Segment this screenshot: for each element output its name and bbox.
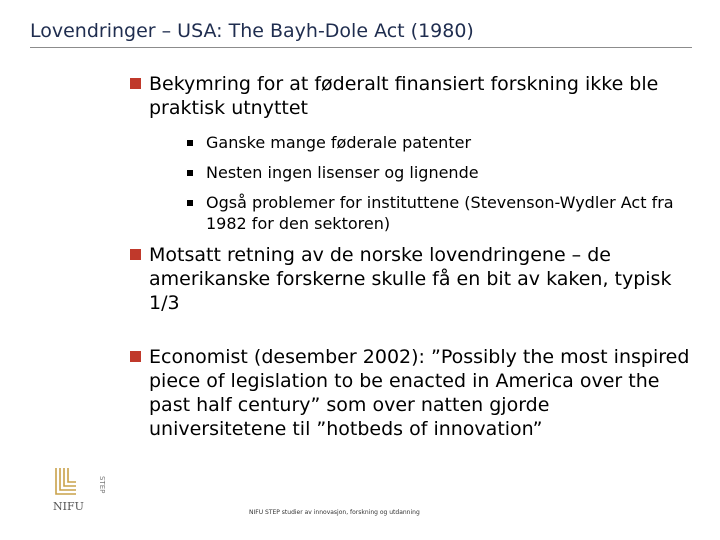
sub-bullet-item [149, 162, 690, 183]
bullet-square-icon [130, 249, 141, 260]
bullet-list [130, 72, 690, 441]
bullet-text: Economist (desember 2002): ”Possibly the most inspired piece of legislation to be enacted in America over the past half century” som over natten gjorde universitetene til ”hotbeds of innovation” [149, 346, 690, 440]
bullet-item [130, 345, 690, 441]
sub-bullet-item [149, 132, 690, 153]
sub-bullet-square-icon [187, 140, 193, 146]
bullet-text: Bekymring for at føderalt finansiert forskning ikke ble praktisk utnyttet [149, 73, 659, 119]
bullet-square-icon [130, 78, 141, 89]
sub-bullet-text: Nesten ingen lisenser og lignende [206, 163, 479, 182]
logo-subtext: STEP [98, 476, 106, 494]
bullet-text: Motsatt retning av de norske lovendringene – de amerikanske forskerne skulle få en bit av kaken, typisk 1/3 [149, 244, 672, 314]
sub-bullet-list [149, 132, 690, 234]
footer-text: NIFU STEP studier av innovasjon, forskning og utdanning [249, 509, 420, 516]
bullet-square-icon [130, 351, 141, 362]
nifu-step-logo [52, 466, 108, 516]
title-divider [30, 47, 692, 48]
bullet-item [130, 243, 690, 315]
sub-bullet-text: Ganske mange føderale patenter [206, 133, 472, 152]
sub-bullet-square-icon [187, 200, 193, 206]
logo-text: NIFU [53, 500, 84, 513]
bullet-item [130, 72, 690, 234]
sub-bullet-text: Også problemer for instituttene (Stevenson-Wydler Act fra 1982 for den sektoren) [206, 193, 674, 233]
slide-title: Lovendringer – USA: The Bayh-Dole Act (1980) [30, 20, 474, 42]
sub-bullet-item [149, 192, 690, 234]
sub-bullet-square-icon [187, 170, 193, 176]
